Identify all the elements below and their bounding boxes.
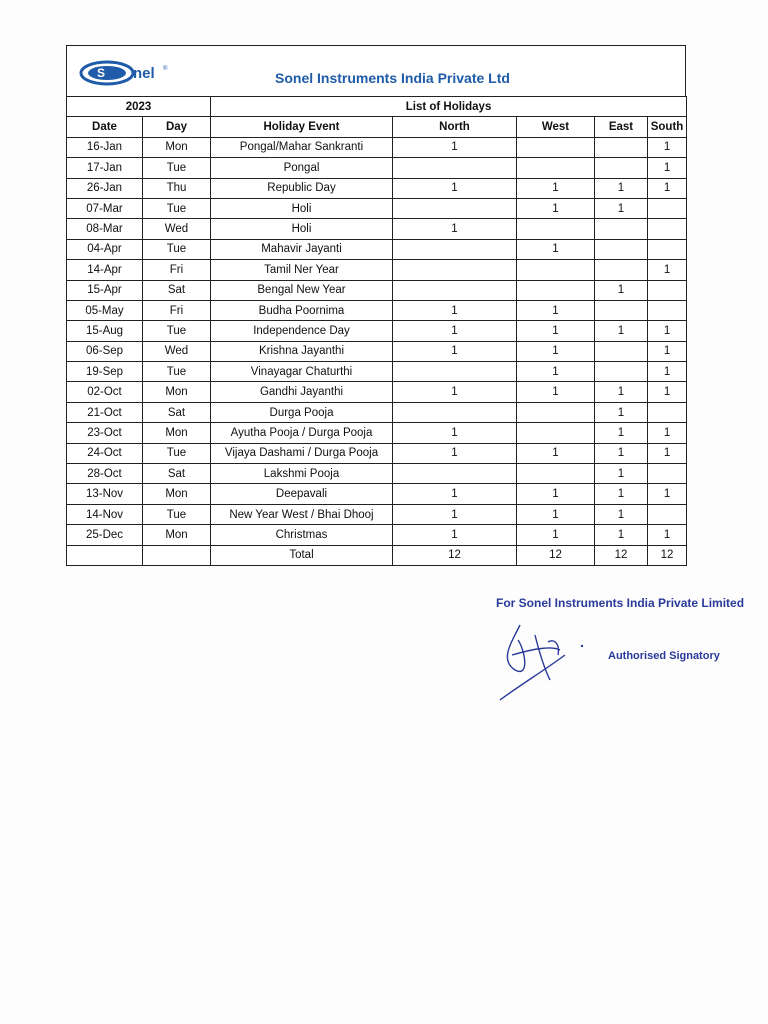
- svg-text:nel: nel: [133, 65, 155, 82]
- cell-day: Tue: [143, 321, 211, 341]
- cell-west: [517, 158, 595, 178]
- cell-day: Mon: [143, 137, 211, 157]
- cell-east: 1: [595, 178, 648, 198]
- cell-event: Pongal: [211, 158, 393, 178]
- cell-date: 16-Jan: [67, 137, 143, 157]
- cell-south: [648, 300, 687, 320]
- cell-day: Tue: [143, 362, 211, 382]
- cell-day: Fri: [143, 300, 211, 320]
- cell-north: 1: [393, 321, 517, 341]
- table-row: [67, 362, 687, 382]
- table-row: [67, 464, 687, 484]
- table-row: [67, 280, 687, 300]
- cell-event: Holi: [211, 198, 393, 218]
- cell-south: 1: [648, 178, 687, 198]
- total-north: 12: [393, 545, 517, 565]
- cell-east: 1: [595, 504, 648, 524]
- cell-date: 19-Sep: [67, 362, 143, 382]
- cell-event: Christmas: [211, 525, 393, 545]
- cell-east: 1: [595, 198, 648, 218]
- cell-date: 21-Oct: [67, 402, 143, 422]
- cell-south: [648, 239, 687, 259]
- cell-day: Sat: [143, 280, 211, 300]
- total-blank: [67, 545, 143, 565]
- cell-north: [393, 280, 517, 300]
- cell-east: 1: [595, 382, 648, 402]
- cell-day: Tue: [143, 198, 211, 218]
- cell-day: Wed: [143, 341, 211, 361]
- cell-east: 1: [595, 525, 648, 545]
- cell-south: [648, 504, 687, 524]
- cell-south: [648, 219, 687, 239]
- table-row: [67, 341, 687, 361]
- cell-south: 1: [648, 525, 687, 545]
- signature-block: [490, 590, 745, 710]
- list-title: List of Holidays: [211, 97, 687, 117]
- cell-east: [595, 341, 648, 361]
- cell-north: 1: [393, 219, 517, 239]
- cell-day: Mon: [143, 525, 211, 545]
- cell-event: Tamil Ner Year: [211, 260, 393, 280]
- cell-north: [393, 362, 517, 382]
- letterhead: [66, 45, 686, 96]
- total-label: Total: [211, 545, 393, 565]
- total-blank: [143, 545, 211, 565]
- cell-event: Vijaya Dashami / Durga Pooja: [211, 443, 393, 463]
- cell-south: 1: [648, 423, 687, 443]
- col-header-east: East: [595, 117, 648, 137]
- cell-south: 1: [648, 158, 687, 178]
- table-row: [67, 382, 687, 402]
- cell-west: 1: [517, 504, 595, 524]
- cell-day: Mon: [143, 484, 211, 504]
- cell-north: [393, 239, 517, 259]
- cell-west: 1: [517, 382, 595, 402]
- company-name: Sonel Instruments India Private Ltd: [275, 70, 510, 86]
- cell-east: 1: [595, 464, 648, 484]
- cell-event: New Year West / Bhai Dhooj: [211, 504, 393, 524]
- cell-event: Republic Day: [211, 178, 393, 198]
- cell-date: 06-Sep: [67, 341, 143, 361]
- cell-south: [648, 464, 687, 484]
- cell-day: Tue: [143, 443, 211, 463]
- cell-west: [517, 423, 595, 443]
- table-row: [67, 525, 687, 545]
- cell-east: 1: [595, 280, 648, 300]
- total-row: [67, 545, 687, 565]
- cell-south: 1: [648, 137, 687, 157]
- cell-event: Pongal/Mahar Sankranti: [211, 137, 393, 157]
- cell-south: 1: [648, 362, 687, 382]
- cell-west: 1: [517, 484, 595, 504]
- cell-date: 23-Oct: [67, 423, 143, 443]
- cell-north: [393, 198, 517, 218]
- table-row: [67, 260, 687, 280]
- cell-south: [648, 402, 687, 422]
- cell-east: 1: [595, 321, 648, 341]
- authorised-signatory: Authorised Signatory: [608, 650, 720, 662]
- cell-event: Durga Pooja: [211, 402, 393, 422]
- table-row: [67, 443, 687, 463]
- cell-date: 14-Nov: [67, 504, 143, 524]
- handwritten-signature: [490, 600, 610, 710]
- cell-west: [517, 280, 595, 300]
- table-row: [67, 423, 687, 443]
- cell-date: 07-Mar: [67, 198, 143, 218]
- cell-east: 1: [595, 443, 648, 463]
- cell-day: Wed: [143, 219, 211, 239]
- cell-north: 1: [393, 443, 517, 463]
- cell-south: 1: [648, 382, 687, 402]
- sonel-logo: [77, 59, 207, 87]
- cell-date: 08-Mar: [67, 219, 143, 239]
- svg-text:®: ®: [163, 66, 168, 72]
- cell-west: 1: [517, 300, 595, 320]
- cell-south: 1: [648, 260, 687, 280]
- cell-date: 14-Apr: [67, 260, 143, 280]
- cell-south: 1: [648, 443, 687, 463]
- cell-east: [595, 300, 648, 320]
- table-row: [67, 239, 687, 259]
- col-header-day: Day: [143, 117, 211, 137]
- cell-event: Ayutha Pooja / Durga Pooja: [211, 423, 393, 443]
- cell-south: [648, 198, 687, 218]
- cell-date: 25-Dec: [67, 525, 143, 545]
- cell-day: Mon: [143, 423, 211, 443]
- cell-day: Tue: [143, 504, 211, 524]
- cell-event: Lakshmi Pooja: [211, 464, 393, 484]
- cell-event: Holi: [211, 219, 393, 239]
- cell-date: 02-Oct: [67, 382, 143, 402]
- cell-west: [517, 260, 595, 280]
- cell-west: 1: [517, 443, 595, 463]
- cell-east: [595, 362, 648, 382]
- table-row: [67, 137, 687, 157]
- cell-east: [595, 219, 648, 239]
- cell-day: Sat: [143, 464, 211, 484]
- cell-west: [517, 464, 595, 484]
- cell-west: 1: [517, 239, 595, 259]
- table-row: [67, 402, 687, 422]
- cell-east: [595, 137, 648, 157]
- cell-date: 15-Apr: [67, 280, 143, 300]
- col-header-north: North: [393, 117, 517, 137]
- cell-south: 1: [648, 321, 687, 341]
- col-header-date: Date: [67, 117, 143, 137]
- cell-north: 1: [393, 525, 517, 545]
- cell-day: Tue: [143, 239, 211, 259]
- col-header-south: South: [648, 117, 687, 137]
- cell-event: Vinayagar Chaturthi: [211, 362, 393, 382]
- total-east: 12: [595, 545, 648, 565]
- holiday-table: [66, 96, 687, 566]
- cell-east: 1: [595, 423, 648, 443]
- cell-date: 13-Nov: [67, 484, 143, 504]
- cell-north: 1: [393, 484, 517, 504]
- table-row: [67, 219, 687, 239]
- cell-west: 1: [517, 362, 595, 382]
- cell-west: 1: [517, 321, 595, 341]
- table-row: [67, 484, 687, 504]
- cell-east: 1: [595, 402, 648, 422]
- cell-west: [517, 137, 595, 157]
- cell-east: [595, 158, 648, 178]
- table-row: [67, 321, 687, 341]
- cell-west: 1: [517, 198, 595, 218]
- cell-east: [595, 239, 648, 259]
- cell-day: Sat: [143, 402, 211, 422]
- cell-date: 24-Oct: [67, 443, 143, 463]
- cell-north: [393, 402, 517, 422]
- cell-day: Mon: [143, 382, 211, 402]
- cell-north: 1: [393, 504, 517, 524]
- cell-event: Mahavir Jayanti: [211, 239, 393, 259]
- holiday-sheet: [66, 45, 686, 566]
- cell-west: 1: [517, 341, 595, 361]
- cell-north: [393, 260, 517, 280]
- table-row: [67, 504, 687, 524]
- cell-west: 1: [517, 178, 595, 198]
- cell-south: 1: [648, 484, 687, 504]
- cell-date: 28-Oct: [67, 464, 143, 484]
- table-row: [67, 300, 687, 320]
- cell-north: 1: [393, 382, 517, 402]
- cell-west: [517, 219, 595, 239]
- cell-north: [393, 464, 517, 484]
- cell-event: Independence Day: [211, 321, 393, 341]
- cell-north: 1: [393, 137, 517, 157]
- cell-date: 04-Apr: [67, 239, 143, 259]
- table-row: [67, 178, 687, 198]
- cell-date: 17-Jan: [67, 158, 143, 178]
- cell-north: 1: [393, 300, 517, 320]
- table-row: [67, 158, 687, 178]
- cell-west: [517, 402, 595, 422]
- cell-north: 1: [393, 341, 517, 361]
- table-row: [67, 198, 687, 218]
- cell-day: Thu: [143, 178, 211, 198]
- year-label: 2023: [67, 97, 211, 117]
- cell-date: 05-May: [67, 300, 143, 320]
- cell-north: 1: [393, 178, 517, 198]
- cell-west: 1: [517, 525, 595, 545]
- col-header-event: Holiday Event: [211, 117, 393, 137]
- cell-event: Bengal New Year: [211, 280, 393, 300]
- cell-event: Krishna Jayanthi: [211, 341, 393, 361]
- total-south: 12: [648, 545, 687, 565]
- cell-date: 26-Jan: [67, 178, 143, 198]
- for-company-line: For Sonel Instruments India Private Limited: [496, 596, 745, 610]
- total-west: 12: [517, 545, 595, 565]
- cell-east: 1: [595, 484, 648, 504]
- cell-day: Tue: [143, 158, 211, 178]
- cell-event: Budha Poornima: [211, 300, 393, 320]
- cell-event: Gandhi Jayanthi: [211, 382, 393, 402]
- cell-north: 1: [393, 423, 517, 443]
- cell-south: [648, 280, 687, 300]
- col-header-west: West: [517, 117, 595, 137]
- svg-text:S: S: [97, 66, 106, 80]
- cell-east: [595, 260, 648, 280]
- cell-north: [393, 158, 517, 178]
- cell-event: Deepavali: [211, 484, 393, 504]
- cell-south: 1: [648, 341, 687, 361]
- cell-date: 15-Aug: [67, 321, 143, 341]
- cell-day: Fri: [143, 260, 211, 280]
